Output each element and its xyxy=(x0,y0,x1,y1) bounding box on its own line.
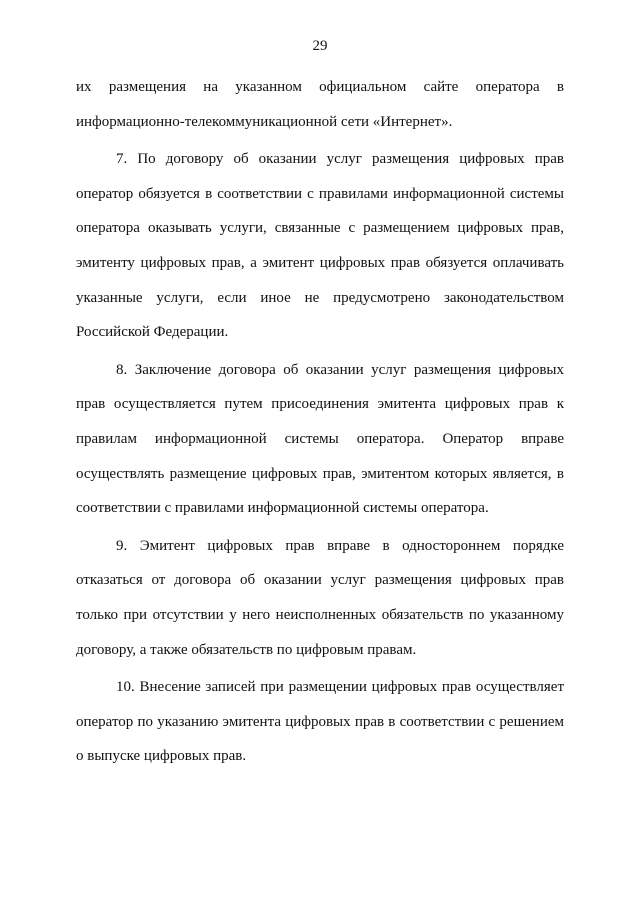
text-line: их размещения на указанном официальном сайте оператора в xyxy=(76,79,564,95)
text-line: соответствии с правилами информационной системы оператора. xyxy=(76,500,489,517)
text-line: 7. По договору об оказании услуг размещения цифровых прав xyxy=(116,151,564,168)
text-line: 10. Внесение записей при размещении цифровых прав осуществляет xyxy=(116,679,564,696)
paragraph-item-10 xyxy=(76,670,564,774)
paragraph-item-9 xyxy=(76,529,564,667)
text-line: о выпуске цифровых прав. xyxy=(76,748,247,765)
page-number: 29 xyxy=(312,38,328,54)
text-line: осуществлять размещение цифровых прав, эмитентом которых является, в xyxy=(76,465,564,482)
text-line: договору, а также обязательств по цифровым правам. xyxy=(76,641,417,658)
text-line: оператора оказывать услуги, связанные с размещением цифровых прав, xyxy=(76,220,564,237)
text-line: оператор обязуется в соответствии с правилами информационной системы xyxy=(76,185,564,202)
text-line: оператор по указанию эмитента цифровых прав в соответствии с решением xyxy=(76,713,564,730)
text-line: только при отсутствии у него неисполненных обязательств по указанному xyxy=(76,606,564,623)
text-line: отказаться от договора об оказании услуг размещения цифровых прав xyxy=(76,572,564,589)
text-line: Российской Федерации. xyxy=(76,324,229,341)
text-line: указанные услуги, если иное не предусмотрено законодательством xyxy=(76,289,564,306)
paragraph-item-8 xyxy=(76,353,564,526)
text-line: 9. Эмитент цифровых прав вправе в одностороннем порядке xyxy=(116,537,564,554)
paragraph-item-7 xyxy=(76,142,564,350)
text-line: эмитенту цифровых прав, а эмитент цифровых прав обязуется оплачивать xyxy=(76,254,564,271)
text-line: информационно-телекоммуникационной сети «Интернет». xyxy=(76,113,453,130)
text-line: 8. Заключение договора об оказании услуг размещения цифровых xyxy=(116,361,564,378)
text-line: прав осуществляется путем присоединения эмитента цифровых прав к xyxy=(76,396,564,413)
text-line: правилам информационной системы оператора. Оператор вправе xyxy=(76,430,564,447)
paragraph-continuation xyxy=(76,70,564,139)
document-body xyxy=(76,70,564,774)
